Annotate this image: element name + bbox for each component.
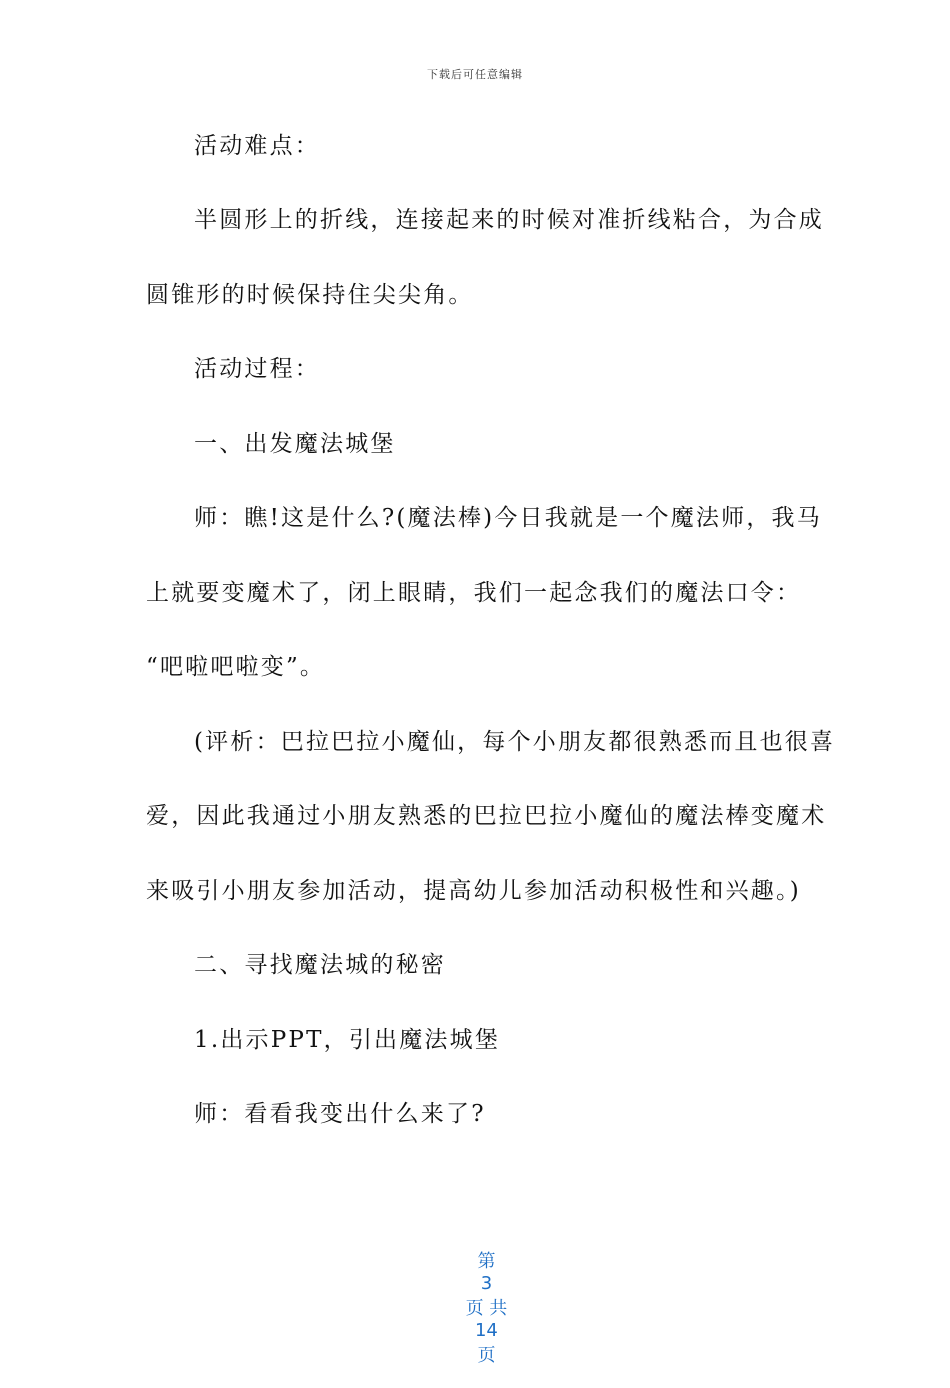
total-pages-number: 14 — [474, 1320, 498, 1341]
header-note: 下载后可任意编辑 — [427, 68, 523, 81]
paragraph-line: 师：瞧!这是什么?(魔法棒)今日我就是一个魔法师，我马 — [194, 505, 822, 531]
paragraph-line: (评析：巴拉巴拉小魔仙，每个小朋友都很熟悉而且也很喜 — [194, 729, 836, 755]
paragraph-line: 来吸引小朋友参加活动，提高幼儿参加活动积极性和兴趣。) — [146, 878, 801, 904]
paragraph-line: 活动难点： — [194, 133, 320, 159]
page-number-footer — [0, 1226, 950, 1388]
section-heading: 一、出发魔法城堡 — [194, 431, 396, 457]
paragraph-line: 圆锥形的时候保持住尖尖角。 — [146, 282, 474, 308]
section-heading: 二、寻找魔法城的秘密 — [194, 952, 446, 978]
paragraph-line: 1.出示PPT，引出魔法城堡 — [194, 1027, 501, 1053]
paragraph-line: 爱，因此我通过小朋友熟悉的巴拉巴拉小魔仙的魔法棒变魔术 — [146, 803, 827, 829]
current-page-number: 3 — [480, 1273, 493, 1294]
page-label-mid: 页 共 — [465, 1298, 508, 1319]
page-label-suffix: 页 — [477, 1345, 496, 1366]
paragraph-line: 上就要变魔术了，闭上眼睛，我们一起念我们的魔法口令： — [146, 580, 802, 606]
paragraph-line: 活动过程： — [194, 356, 320, 382]
page-label-prefix: 第 — [477, 1251, 496, 1272]
paragraph-line: 师：看看我变出什么来了? — [194, 1101, 486, 1127]
paragraph-line: “吧啦吧啦变”。 — [146, 654, 326, 680]
paragraph-line: 半圆形上的折线，连接起来的时候对准折线粘合，为合成 — [194, 207, 824, 233]
